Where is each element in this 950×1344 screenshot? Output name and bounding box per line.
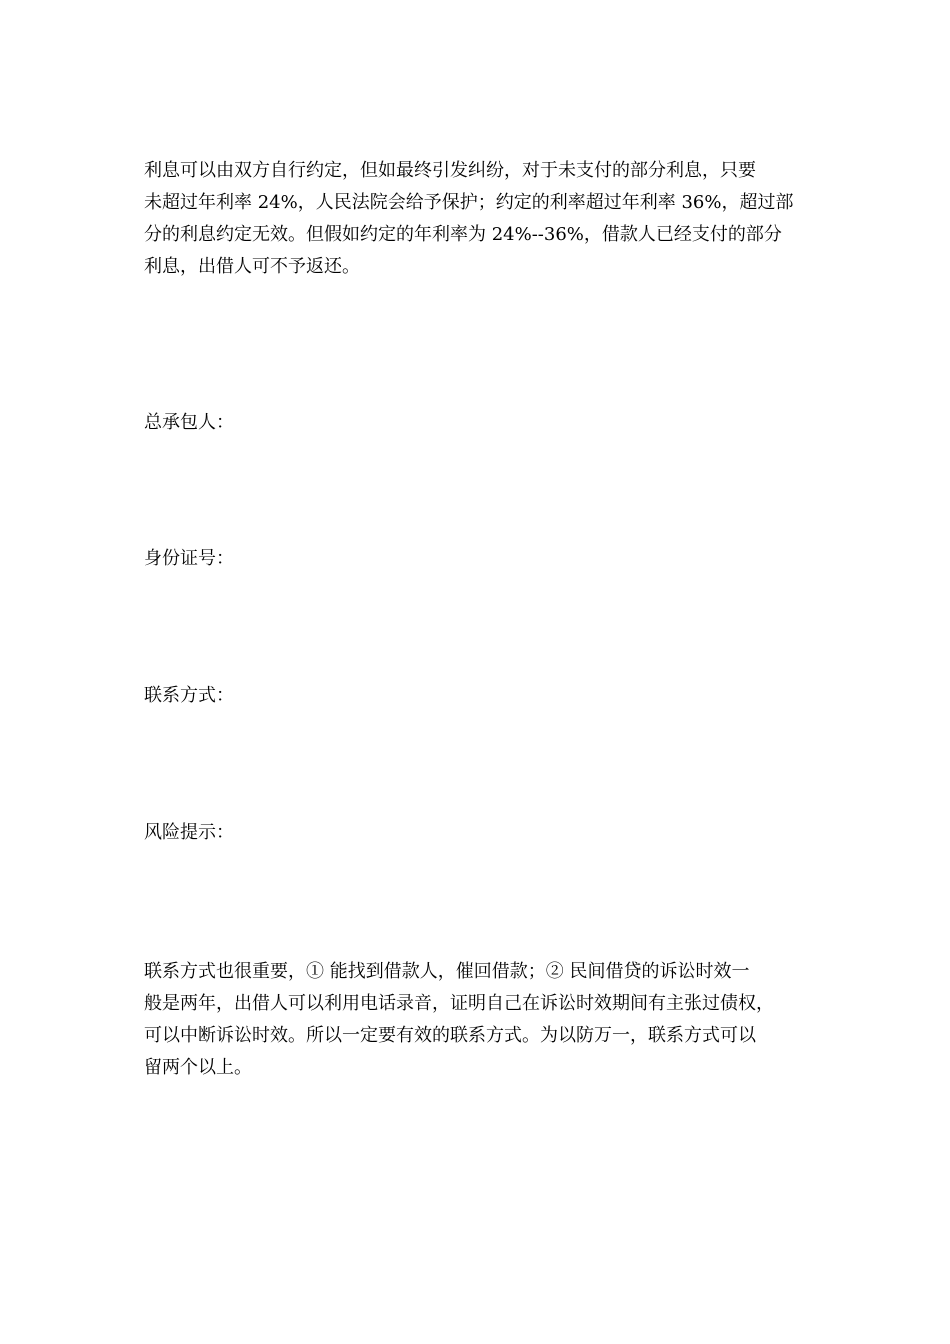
id-number-label: 身份证号：: [144, 548, 234, 569]
risk-notice-label: 风险提示：: [144, 822, 234, 843]
paragraph-line: 未超过年利率 24%，人民法院会给予保护；约定的利率超过年利率 36%，超过部: [144, 192, 794, 213]
interest-paragraph: [144, 155, 808, 283]
paragraph-line: 般是两年，出借人可以利用电话录音，证明自己在诉讼时效期间有主张过债权，: [144, 993, 774, 1014]
contact-paragraph: [144, 956, 808, 1084]
general-contractor-label: 总承包人：: [144, 412, 234, 433]
paragraph-line: 可以中断诉讼时效。所以一定要有效的联系方式。为以防万一，联系方式可以: [144, 1025, 756, 1046]
paragraph-line: 联系方式也很重要，① 能找到借款人，催回借款；② 民间借贷的诉讼时效一: [144, 961, 750, 982]
paragraph-line: 利息，出借人可不予返还。: [144, 256, 360, 277]
paragraph-line: 利息可以由双方自行约定，但如最终引发纠纷，对于未支付的部分利息，只要: [144, 160, 756, 181]
paragraph-line: 留两个以上。: [144, 1057, 252, 1078]
paragraph-line: 分的利息约定无效。但假如约定的年利率为 24%--36%，借款人已经支付的部分: [144, 224, 782, 245]
contact-label: 联系方式：: [144, 685, 234, 706]
